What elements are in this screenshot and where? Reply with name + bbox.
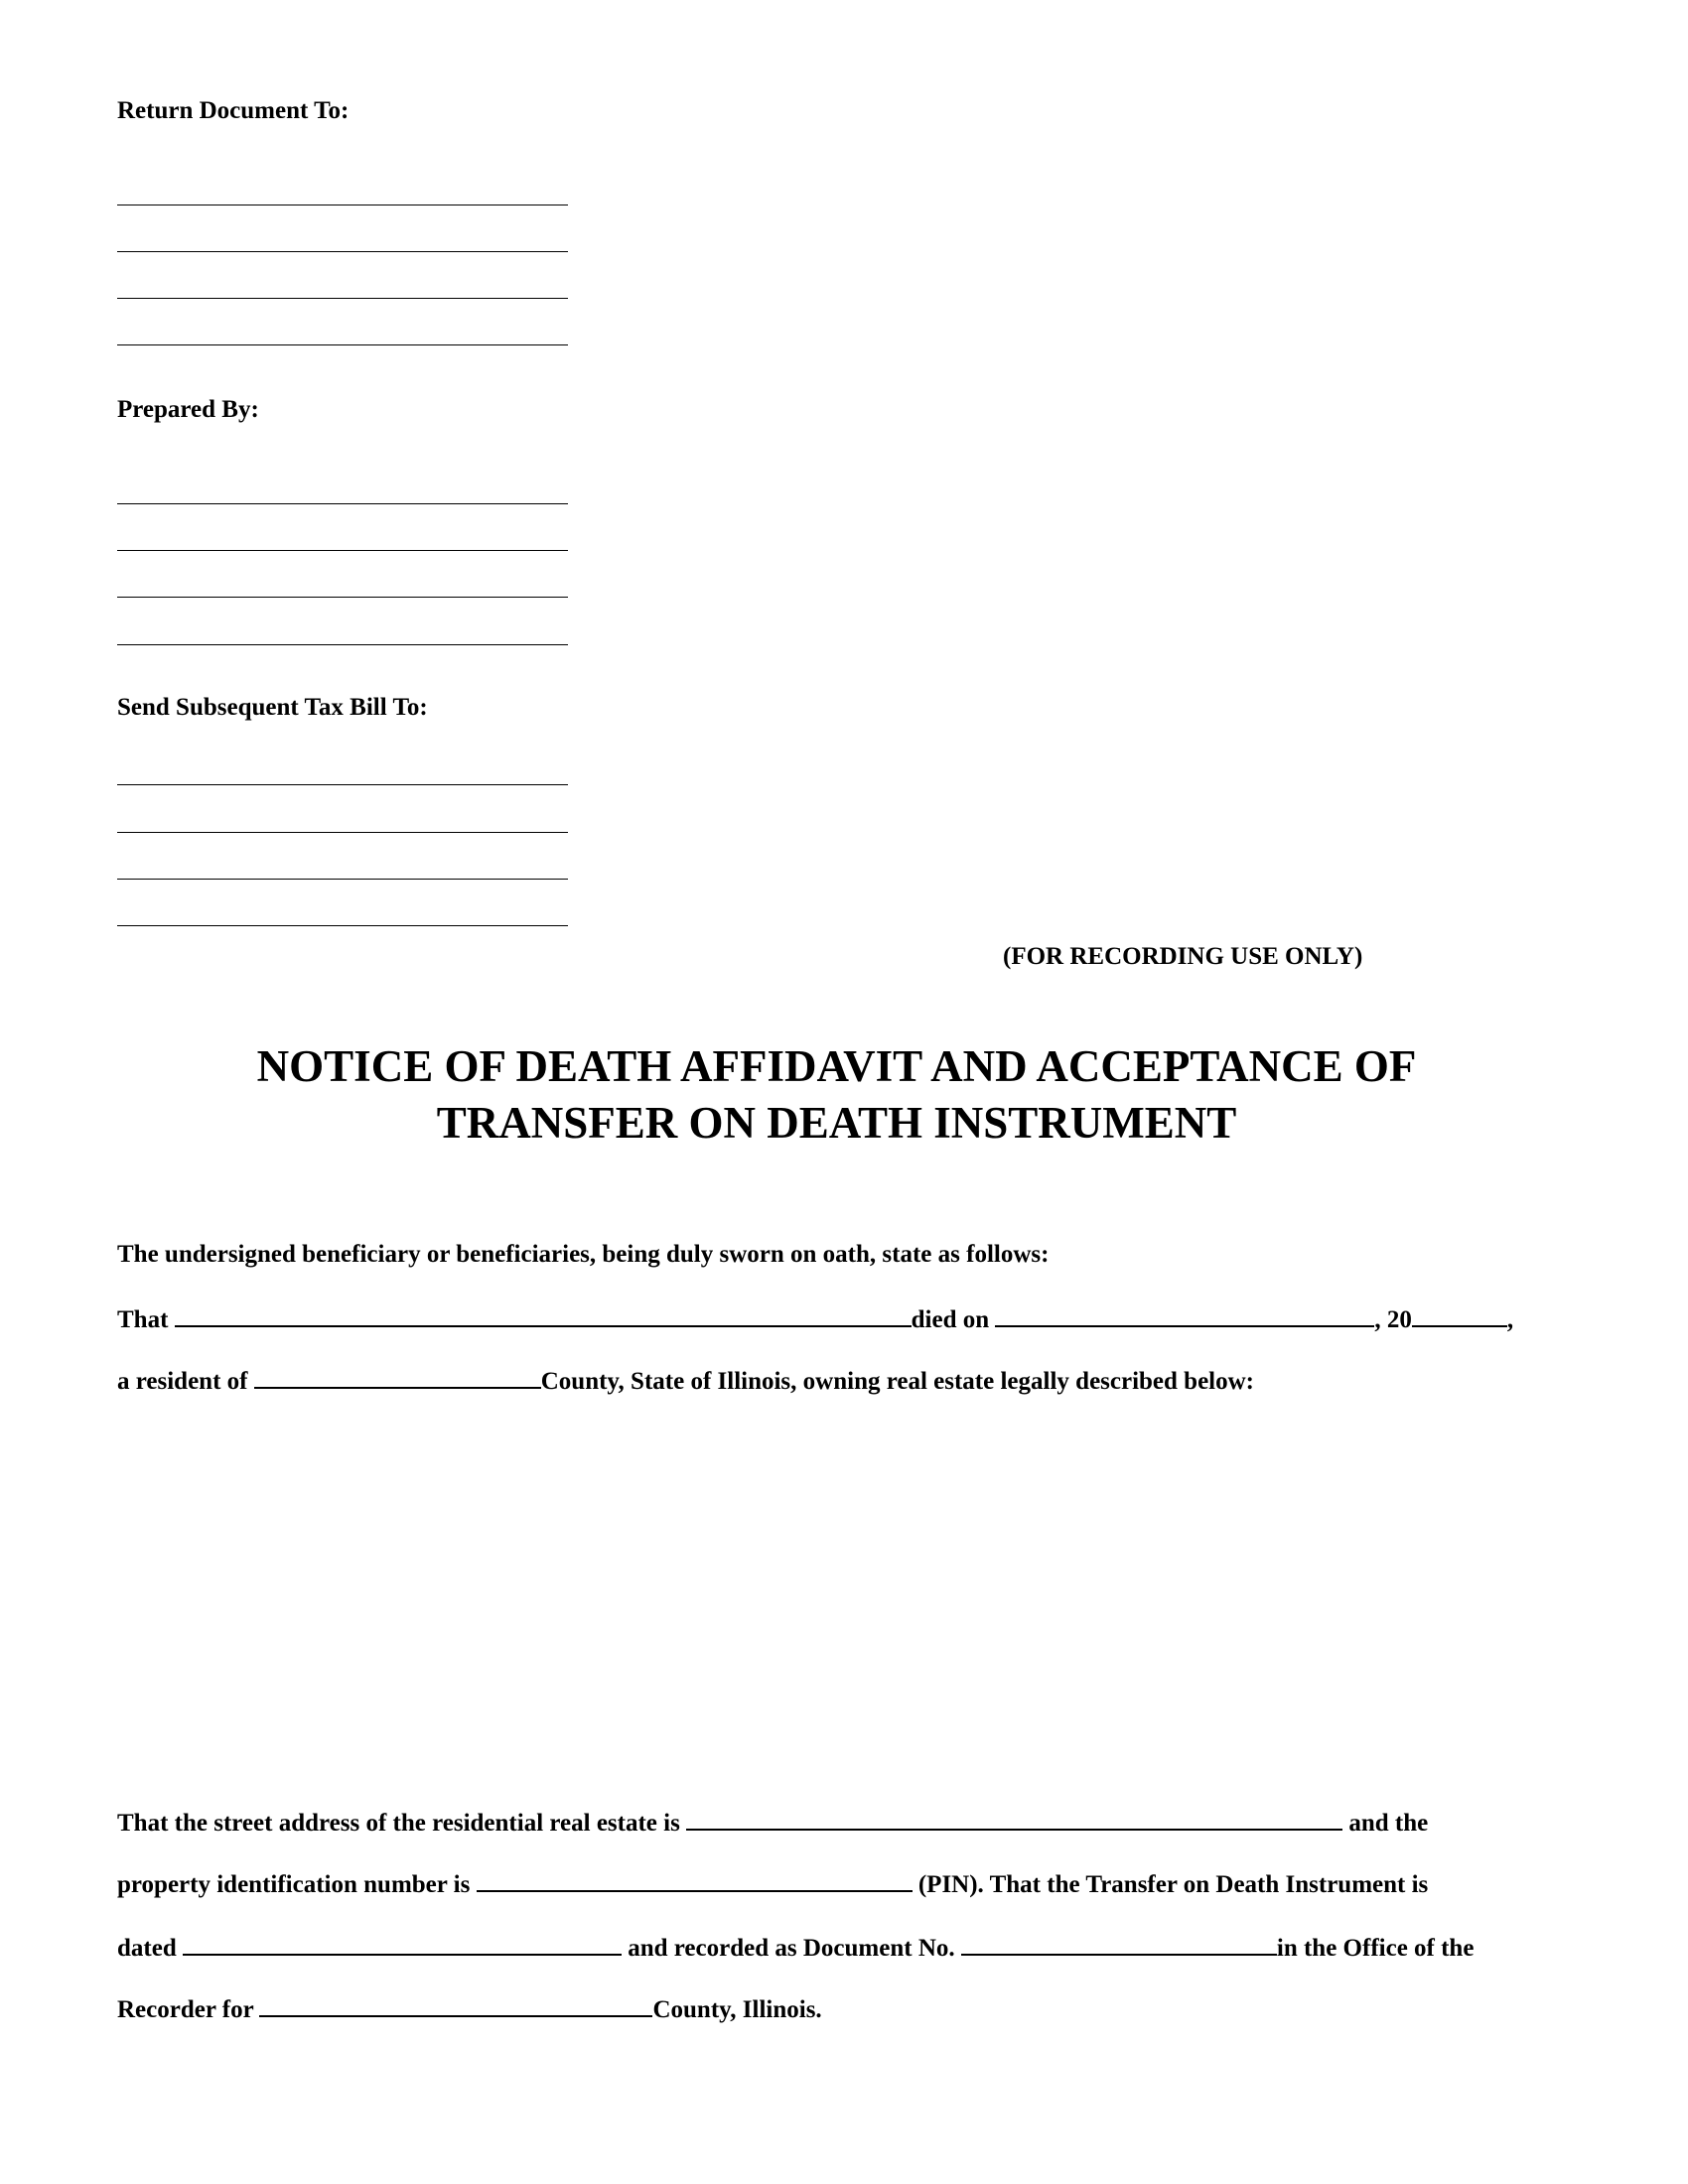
county-state-text: County, State of Illinois, owning real estate legally described below: — [540, 1368, 1255, 1395]
residence-line — [117, 1365, 1254, 1396]
tax-line-2[interactable] — [117, 832, 568, 833]
recorder-county-field[interactable] — [259, 1993, 652, 2017]
that-text: That — [117, 1306, 175, 1333]
and-the-text: and the — [1342, 1810, 1429, 1837]
died-on-text: died on — [911, 1306, 996, 1333]
pin-field[interactable] — [477, 1868, 913, 1892]
prepared-line-4[interactable] — [117, 644, 568, 645]
recorder-line — [117, 1993, 822, 2024]
street-address-line — [117, 1807, 1428, 1838]
document-title — [0, 1038, 1673, 1152]
decedent-line — [117, 1303, 1513, 1334]
prepared-line-2[interactable] — [117, 550, 568, 551]
tax-line-4[interactable] — [117, 925, 568, 926]
street-address-text: That the street address of the residential real estate is — [117, 1810, 687, 1837]
death-date-field[interactable] — [995, 1303, 1374, 1327]
prepared-line-3[interactable] — [117, 597, 568, 598]
prepared-by-label: Prepared By: — [117, 396, 259, 423]
recording-use-note: (FOR RECORDING USE ONLY) — [1003, 943, 1363, 970]
pin-text: property identification number is — [117, 1871, 477, 1898]
pin-suffix-text: (PIN). That the Transfer on Death Instrument is — [912, 1871, 1429, 1898]
pin-line — [117, 1868, 1428, 1899]
return-line-4[interactable] — [117, 344, 568, 345]
year-prefix-text: , 20 — [1374, 1306, 1412, 1333]
tax-line-3[interactable] — [117, 879, 568, 880]
return-line-2[interactable] — [117, 251, 568, 252]
intro-text: The undersigned beneficiary or beneficiaries, being duly sworn on oath, state as follows: — [117, 1241, 1050, 1268]
return-document-label: Return Document To: — [117, 97, 350, 124]
decedent-name-field[interactable] — [175, 1303, 912, 1327]
instrument-date-field[interactable] — [183, 1932, 622, 1956]
title-line-2: TRANSFER ON DEATH INSTRUMENT — [436, 1098, 1237, 1148]
comma-text: , — [1506, 1306, 1514, 1333]
street-address-field[interactable] — [686, 1807, 1342, 1831]
office-text: in the Office of the — [1276, 1935, 1475, 1962]
recorder-for-text: Recorder for — [117, 1996, 260, 2023]
resident-county-field[interactable] — [254, 1365, 541, 1389]
resident-of-text: a resident of — [117, 1368, 254, 1395]
return-line-3[interactable] — [117, 298, 568, 299]
title-line-1: NOTICE OF DEATH AFFIDAVIT AND ACCEPTANCE OF — [256, 1041, 1417, 1091]
dated-text: dated — [117, 1935, 183, 1962]
tax-bill-label: Send Subsequent Tax Bill To: — [117, 694, 428, 721]
death-year-field[interactable] — [1412, 1303, 1507, 1327]
document-number-field[interactable] — [961, 1932, 1277, 1956]
recorded-as-text: and recorded as Document No. — [621, 1935, 961, 1962]
dated-line — [117, 1932, 1474, 1963]
tax-line-1[interactable] — [117, 784, 568, 785]
county-illinois-text: County, Illinois. — [652, 1996, 822, 2023]
prepared-line-1[interactable] — [117, 503, 568, 504]
